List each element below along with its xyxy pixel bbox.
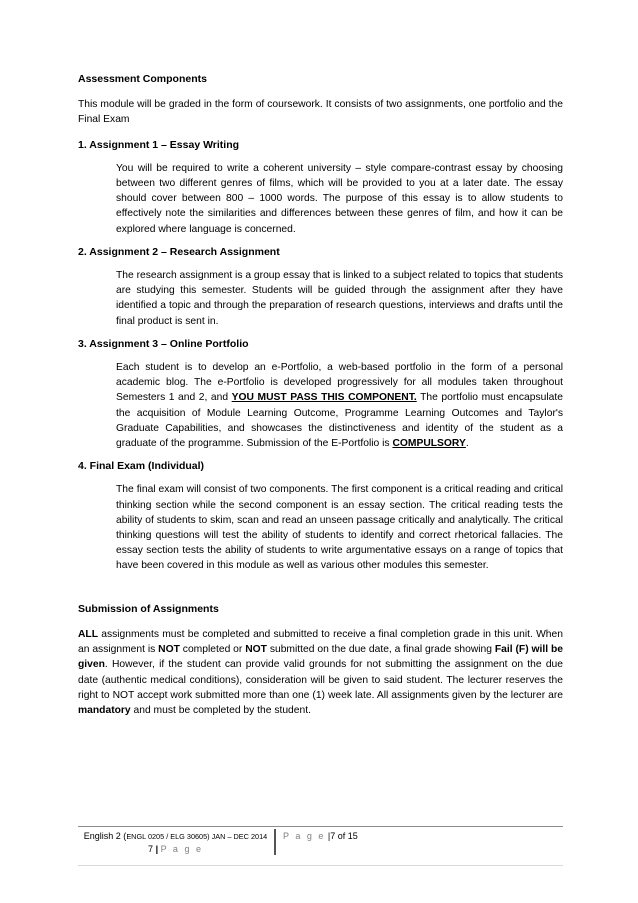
assignment-1-body: You will be required to write a coherent university – style compare-contrast essay by choosing between two different genres of films, which will be provided to you at a later date. The essay should cover between 800 – 1000 words. The purpose of this essay is to allow students to effectively note the similarities and differences between these genres of film, and how it can be explored where language is concerned. [116,162,563,235]
final-exam-title: 4. Final Exam (Individual) [78,460,205,473]
page-content [78,72,563,718]
all-emphasis: ALL [78,628,99,640]
footer-page-of: |7 of 15 [325,831,358,841]
intro-paragraph: This module will be graded in the form of coursework. It consists of two assignments, one portfolio and the Final Exam [78,99,563,126]
mandatory-emphasis: mandatory [78,704,131,716]
fail-emphasis: Fail (F) will be given [78,644,563,671]
compulsory-emphasis: COMPULSORY [392,438,466,450]
footer-page-number: 7 [148,844,154,854]
assignment-3-body [116,360,563,451]
assignment-1-title: 1. Assignment 1 – Essay Writing [78,138,240,151]
footer-divider [78,826,563,827]
not-emphasis-1: NOT [158,644,180,656]
footer-course-code: ENGL 0205 / ELG 30605) JAN – DEC 2014 [126,832,268,841]
not-emphasis-2: NOT [245,644,267,656]
assignment-3-text-1: Each student is to develop an e-Portfolio, a web-based portfolio in the form of a personal academic blog. The e-Portfolio is developed progressively for all modules taken throughout Semesters 1 and 2, and [116,362,563,404]
submission-text-4: completed or [179,644,246,656]
footer-course-info [78,830,273,856]
must-pass-emphasis: YOU MUST PASS THIS COMPONENT. [231,392,417,404]
submission-title: Submission of Assignments [78,602,219,615]
assignment-2-title: 2. Assignment 2 – Research Assignment [78,245,280,258]
footer-course-prefix: English 2 ( [83,831,127,841]
footer-page-label [78,843,273,856]
assignment-2-body: The research assignment is a group essay that is linked to a subject related to topics that students are studying this semester. Students will be guided through the assignment after they have identified a topic and through the preparation of research questions, interviews and drafts until the final product is sent in. [116,270,564,327]
submission-text-6: submitted on the due date, a final grade showing [266,644,495,656]
footer-page-word: P a g e [160,844,203,854]
footer-vertical-rule [274,829,276,855]
submission-text-2: assignments must be completed and submitted to receive a final completion grade in this unit. When an assignment is [78,628,563,656]
final-exam-body: The final exam will consist of two components. The first component is a critical reading and critical thinking section while the second component is an essay section. The critical reading tests the ability of students to skim, scan and read an unseen passage critically and analytically. The critical thinking questions will test the ability of students to identify and correct rhetorical fallacies. The essay section tests the ability of students to write argumentative essays on a range of topics that have been covered in this module as well as various other modules this semester. [116,484,563,572]
section-heading-assessment: Assessment Components [78,73,207,85]
footer-page-count [283,830,358,843]
submission-text-8: . However, if the student can provide valid grounds for not submitting the assignment on the due date (authentic medical conditions), consideration will be given to said student. The lecturer reserves the right to NOT accept work submitted more than one (1) week late. All assignments given by the lecturer are [78,659,563,701]
assignment-3-text-3: . [465,438,469,450]
submission-body [78,627,563,718]
footer-bottom-rule [78,865,563,866]
assignment-3-text-2: The portfolio must encapsulate the acquisition of Module Learning Outcome, Programme Learning Outcomes and Taylor's Graduate Capabilities, and showcases the distinctiveness and identity of the student as a graduate of the programme. Submission of the E-Portfolio is [116,392,563,450]
footer-separator: | [153,844,161,854]
assignment-3-title: 3. Assignment 3 – Online Portfolio [78,337,249,350]
submission-text-10: and must be completed by the student. [130,704,311,716]
footer-right-page-word: P a g e [283,831,326,841]
